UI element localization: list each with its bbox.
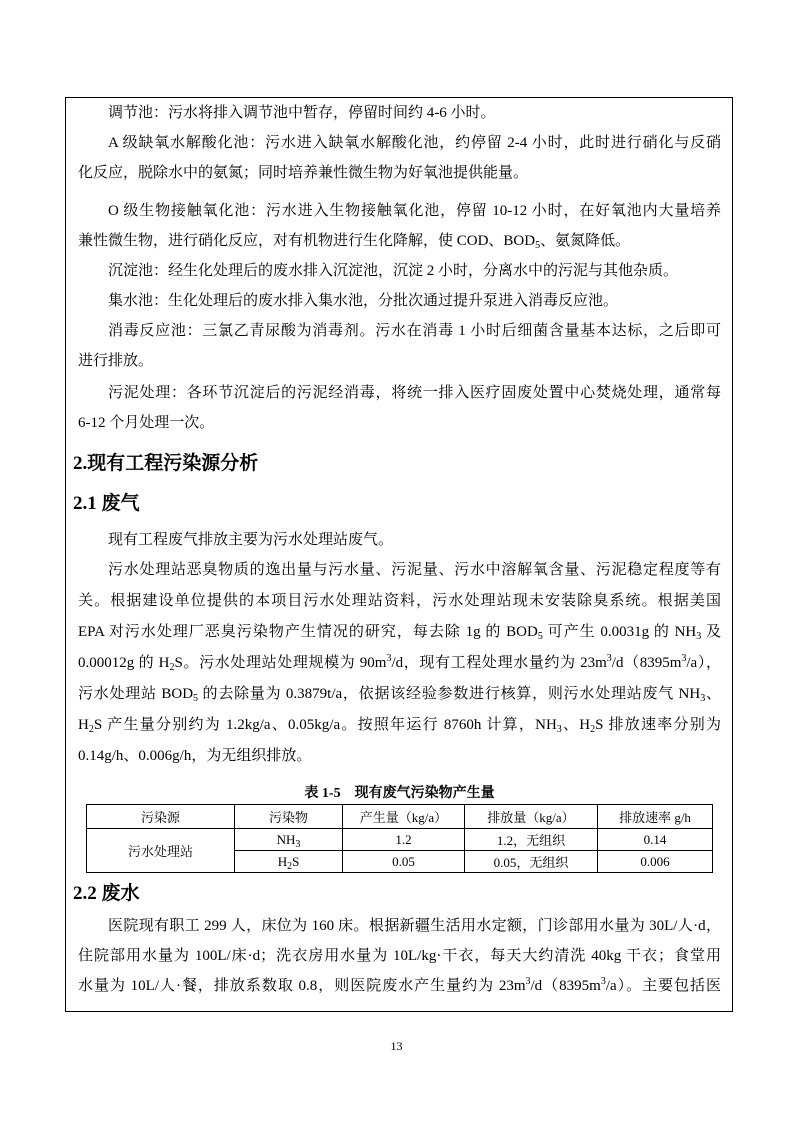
cell-pollutant (235, 851, 343, 873)
table-caption: 表 1-5 现有废气污染物产生量 (304, 786, 495, 801)
paragraph (78, 256, 721, 286)
text-run: 污水处理站恶臭物质的逸出量与污水量、污泥量、污水中溶解氧含量、污泥稳定程度等有 (108, 562, 721, 578)
paragraph (78, 98, 721, 128)
text-run: 6-12 个月处理一次。 (78, 415, 215, 431)
subscript: 2 (287, 860, 293, 872)
text-run: 、 (705, 686, 721, 702)
text-line (78, 378, 721, 408)
text-line (78, 346, 721, 376)
superscript: 3 (600, 976, 606, 987)
text-line (78, 971, 721, 1001)
text-line (78, 586, 721, 617)
text-run: EPA 对污水处理厂恶臭污染物产生情况的研究，每去除 1g 的 BOD (78, 624, 538, 640)
cell-generated: 0.05 (343, 851, 465, 873)
text-run: 及 (701, 624, 721, 640)
text-run: S 排放速率分别为 (595, 717, 721, 733)
text-run: 、氨氮降低。 (540, 233, 631, 249)
text-run: 住院部用水量为 100L/床·d；洗衣房用水量为 10L/kg·干衣，每天大约清洗 40kg 干衣；食堂用 (78, 948, 721, 964)
text-run: 进行排放。 (78, 353, 154, 369)
subscript: 5 (193, 693, 199, 704)
cell-emitted: 1.2，无组织 (465, 829, 598, 851)
text-run: /a）。主要包括医 (605, 978, 722, 994)
text-line (78, 316, 721, 346)
column-header-rate: 排放速率 g/h (598, 805, 713, 829)
subscript: 2 (169, 662, 175, 673)
subscript: 3 (696, 631, 702, 642)
column-header-generated: 产生量（kg/a） (343, 805, 465, 829)
text-line (78, 525, 721, 555)
text-run: O 级生物接触氧化池：污水进入生物接触氧化池，停留 10-12 小时，在好氧池内大量培养 (108, 203, 721, 219)
waste-gas-pollutant-table (86, 804, 713, 873)
text-line (78, 648, 721, 679)
text-line (78, 196, 721, 226)
paragraph (78, 286, 721, 316)
cell-rate: 0.14 (598, 829, 713, 851)
superscript: 3 (606, 653, 612, 664)
text-run: S。污水处理站处理规模为 90m (174, 655, 387, 671)
page-number: 13 (390, 1039, 403, 1053)
text-run: /d（8395m (530, 978, 601, 994)
paragraph (78, 128, 721, 188)
paragraph (78, 196, 721, 256)
text-run: 消毒反应池：三氯乙青尿酸为消毒剂。污水在消毒 1 小时后细菌含量基本达标，之后即可 (108, 323, 721, 339)
superscript: 3 (681, 653, 687, 664)
section-heading-pollution-sources: 2.现有工程污染源分析 (73, 453, 259, 474)
paragraph (78, 378, 721, 438)
text-line (78, 741, 721, 772)
pollutant-base: H (277, 853, 288, 869)
text-run: 0.00012g 的 H (78, 655, 170, 671)
paragraph (78, 555, 721, 772)
text-line (78, 555, 721, 586)
text-line (78, 710, 721, 741)
text-run: 沉淀池：经生化处理后的废水排入沉淀池，沉淀 2 小时，分离水中的污泥与其他杂质。 (108, 263, 679, 279)
text-line (78, 408, 721, 438)
subscript: 3 (700, 693, 706, 704)
section-heading-waste-gas: 2.1 废气 (73, 493, 140, 514)
text-run: 水量为 10L/人·餐，排放系数取 0.8，则医院废水产生量约为 23m (78, 978, 526, 994)
cell-pollutant (235, 829, 343, 851)
text-run: 、H (561, 717, 591, 733)
text-line (78, 158, 721, 188)
pollutant-base: NH (276, 831, 296, 847)
cell-generated: 1.2 (343, 829, 465, 851)
text-run: 调节池：污水将排入调节池中暂存，停留时间约 4-6 小时。 (108, 105, 496, 121)
text-run: 化反应，脱除水中的氨氮；同时培养兼性微生物为好氧池提供能量。 (78, 165, 529, 181)
text-run: /d（8395m (611, 655, 682, 671)
text-line (78, 941, 721, 971)
superscript: 3 (386, 653, 392, 664)
text-run: S 产生量分别约为 1.2kg/a、0.05kg/a。按照年运行 8760h 计算，NH (93, 717, 557, 733)
text-run: 兼性微生物，进行硝化反应，对有机物进行生化降解，使 COD、BOD (78, 233, 536, 249)
text-line (78, 98, 721, 128)
text-run: 可产生 0.0031g 的 NH (542, 624, 697, 640)
text-line (78, 256, 721, 286)
cell-rate: 0.006 (598, 851, 713, 873)
text-run: H (78, 717, 89, 733)
paragraph (78, 316, 721, 376)
waste-gas-text (78, 525, 721, 772)
content-frame (65, 97, 733, 1012)
text-line (78, 286, 721, 316)
text-line (78, 911, 721, 941)
text-line (78, 226, 721, 256)
paragraph (78, 525, 721, 555)
subscript: 3 (295, 838, 301, 850)
column-header-emitted: 排放量（kg/a） (465, 805, 598, 829)
paragraph (78, 911, 721, 1001)
subscript: 2 (88, 724, 94, 735)
subscript: 2 (590, 724, 596, 735)
text-run: 的去除量为 0.3879t/a，依据该经验参数进行核算，则污水处理站废气 NH (198, 686, 701, 702)
text-run: A 级缺氧水解酸化池：污水进入缺氧水解酸化池，约停留 2-4 小时，此时进行硝化与反硝 (108, 135, 721, 151)
wastewater-text (78, 911, 721, 1001)
text-run: 污泥处理：各环节沉淀后的污泥经消毒，将统一排入医疗固废处置中心焚烧处理，通常每 (108, 385, 721, 401)
text-line (78, 128, 721, 158)
text-line (78, 679, 721, 710)
text-run: 现有工程废气排放主要为污水处理站废气。 (108, 532, 394, 548)
text-run: /d，现有工程处理水量约为 23m (391, 655, 607, 671)
text-run: 医院现有职工 299 人，床位为 160 床。根据新疆生活用水定额，门诊部用水量为 30L/人·d， (108, 918, 721, 934)
text-line (78, 617, 721, 648)
column-header-source: 污染源 (87, 805, 235, 829)
treatment-process-text (78, 98, 721, 438)
table-header-row (87, 805, 713, 829)
column-header-pollutant: 污染物 (235, 805, 343, 829)
superscript: 3 (525, 976, 531, 987)
pollutant-tail: S (292, 853, 300, 869)
subscript: 3 (556, 724, 562, 735)
text-run: 污水处理站 BOD (78, 686, 194, 702)
table-row (87, 829, 713, 851)
text-run: 0.14g/h、0.006g/h，为无组织排放。 (78, 748, 312, 764)
subscript: 5 (535, 240, 541, 251)
text-run: /a）， (686, 655, 721, 671)
section-heading-wastewater: 2.2 废水 (73, 883, 140, 904)
cell-emitted: 0.05，无组织 (465, 851, 598, 873)
subscript: 5 (537, 631, 543, 642)
text-run: 关。根据建设单位提供的本项目污水处理站资料，污水处理站现未安装除臭系统。根据美国 (78, 593, 721, 609)
cell-source: 污水处理站 (87, 829, 235, 873)
text-run: 集水池：生化处理后的废水排入集水池，分批次通过提升泵进入消毒反应池。 (108, 293, 619, 309)
